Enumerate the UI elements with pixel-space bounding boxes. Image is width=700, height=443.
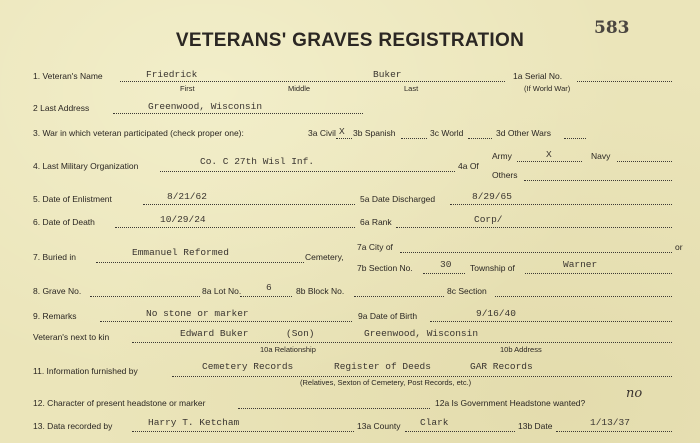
- last-caption: Last: [404, 84, 419, 93]
- gov-headstone-label: 12a Is Government Headstone wanted?: [435, 398, 586, 408]
- veteran-name-label: 1. Veteran's Name: [33, 71, 103, 81]
- enlistment-value: 8/21/62: [167, 191, 207, 202]
- county-value: Clark: [420, 417, 449, 428]
- discharged-label: 5a Date Discharged: [360, 194, 436, 204]
- lot-value: 6: [266, 282, 272, 293]
- township-value: Warner: [563, 259, 598, 270]
- address-value: Greenwood, Wisconsin: [148, 101, 263, 112]
- document-number: 583: [594, 18, 630, 38]
- relationship-caption: 10a Relationship: [260, 345, 316, 354]
- county-label: 13a County: [357, 421, 401, 431]
- death-label: 6. Date of Death: [33, 217, 95, 227]
- middle-caption: Middle: [288, 84, 311, 93]
- remarks-line: [100, 321, 352, 322]
- others-label: Others: [492, 170, 518, 180]
- informant-1-value: Cemetery Records: [202, 361, 294, 372]
- army-label: Army: [492, 151, 512, 161]
- birth-label: 9a Date of Birth: [358, 311, 418, 321]
- organization-line: [160, 171, 455, 172]
- remarks-label: 9. Remarks: [33, 311, 77, 321]
- birth-value: 9/16/40: [476, 308, 516, 319]
- enlistment-label: 5. Date of Enlistment: [33, 194, 112, 204]
- birth-line: [430, 321, 672, 322]
- organization-value: Co. C 27th Wisl Inf.: [200, 156, 315, 167]
- block-label: 8b Block No.: [296, 286, 345, 296]
- township-label: Township of: [470, 263, 515, 273]
- serial-line: [577, 81, 672, 82]
- first-name-value: Friedrick: [146, 69, 198, 80]
- world-line: [468, 138, 492, 139]
- rank-label: 6a Rank: [360, 217, 392, 227]
- serial-label: 1a Serial No.: [513, 71, 563, 81]
- others-line: [524, 180, 672, 181]
- address-line: [113, 113, 363, 114]
- section-c-label: 8c Section: [447, 286, 487, 296]
- rank-value: Corp/: [474, 214, 503, 225]
- world-label: 3c World: [430, 128, 464, 138]
- next-kin-line: [132, 342, 672, 343]
- relationship-value: (Son): [286, 328, 315, 339]
- spanish-label: 3b Spanish: [353, 128, 396, 138]
- civil-mark: X: [339, 126, 345, 137]
- war-label: 3. War in which veteran participated (check proper one):: [33, 128, 244, 138]
- record-date-value: 1/13/37: [590, 417, 630, 428]
- grave-line: [90, 296, 200, 297]
- rank-line: [396, 227, 672, 228]
- kin-address-value: Greenwood, Wisconsin: [364, 328, 479, 339]
- informant-caption: (Relatives, Sexton of Cemetery, Post Records, etc.): [300, 378, 472, 387]
- last-name-value: Buker: [373, 69, 402, 80]
- if-world-war-caption: (If World War): [524, 84, 571, 93]
- remarks-value: No stone or marker: [146, 308, 249, 319]
- enlistment-line: [143, 204, 355, 205]
- section-line: [423, 273, 465, 274]
- informant-label: 11. Information furnished by: [33, 366, 138, 376]
- record-date-label: 13b Date: [518, 421, 553, 431]
- navy-label: Navy: [591, 151, 611, 161]
- buried-label: 7. Buried in: [33, 252, 76, 262]
- section-c-line: [495, 296, 672, 297]
- name-line: [120, 81, 505, 82]
- cemetery-caption: Cemetery,: [305, 252, 344, 262]
- army-line: [517, 161, 582, 162]
- discharged-line: [450, 204, 672, 205]
- army-mark: X: [546, 149, 552, 160]
- headstone-wanted-value: no: [626, 386, 643, 401]
- death-value: 10/29/24: [160, 214, 206, 225]
- headstone-line: [238, 408, 430, 409]
- address-caption: 10b Address: [500, 345, 542, 354]
- section-value: 30: [440, 259, 452, 270]
- grave-label: 8. Grave No.: [33, 286, 82, 296]
- discharged-value: 8/29/65: [472, 191, 512, 202]
- death-line: [115, 227, 355, 228]
- city-line: [400, 252, 672, 253]
- cemetery-line: [96, 262, 304, 263]
- of-label: 4a Of: [458, 161, 479, 171]
- informant-2-value: Register of Deeds: [334, 361, 431, 372]
- block-line: [354, 296, 444, 297]
- organization-label: 4. Last Military Organization: [33, 161, 139, 171]
- recorder-label: 13. Data recorded by: [33, 421, 113, 431]
- last-address-label: 2 Last Address: [33, 103, 90, 113]
- or-label: or: [675, 242, 683, 252]
- city-label: 7a City of: [357, 242, 393, 252]
- civil-label: 3a Civil: [308, 128, 336, 138]
- informant-line: [172, 376, 672, 377]
- recorder-value: Harry T. Ketcham: [148, 417, 240, 428]
- navy-line: [617, 161, 672, 162]
- other-wars-label: 3d Other Wars: [496, 128, 551, 138]
- first-caption: First: [180, 84, 195, 93]
- county-line: [405, 431, 515, 432]
- other-wars-line: [564, 138, 586, 139]
- kin-name-value: Edward Buker: [180, 328, 249, 339]
- cemetery-value: Emmanuel Reformed: [132, 247, 229, 258]
- record-date-line: [556, 431, 672, 432]
- next-kin-label: Veteran's next to kin: [33, 332, 110, 342]
- form-title: VETERANS' GRAVES REGISTRATION: [175, 30, 525, 51]
- township-line: [525, 273, 672, 274]
- civil-line: [336, 138, 352, 139]
- recorder-line: [132, 431, 354, 432]
- headstone-label: 12. Character of present headstone or marker: [33, 398, 206, 408]
- spanish-line: [401, 138, 427, 139]
- lot-label: 8a Lot No.: [202, 286, 242, 296]
- informant-3-value: GAR Records: [470, 361, 533, 372]
- section-label: 7b Section No.: [357, 263, 413, 273]
- lot-line: [240, 296, 292, 297]
